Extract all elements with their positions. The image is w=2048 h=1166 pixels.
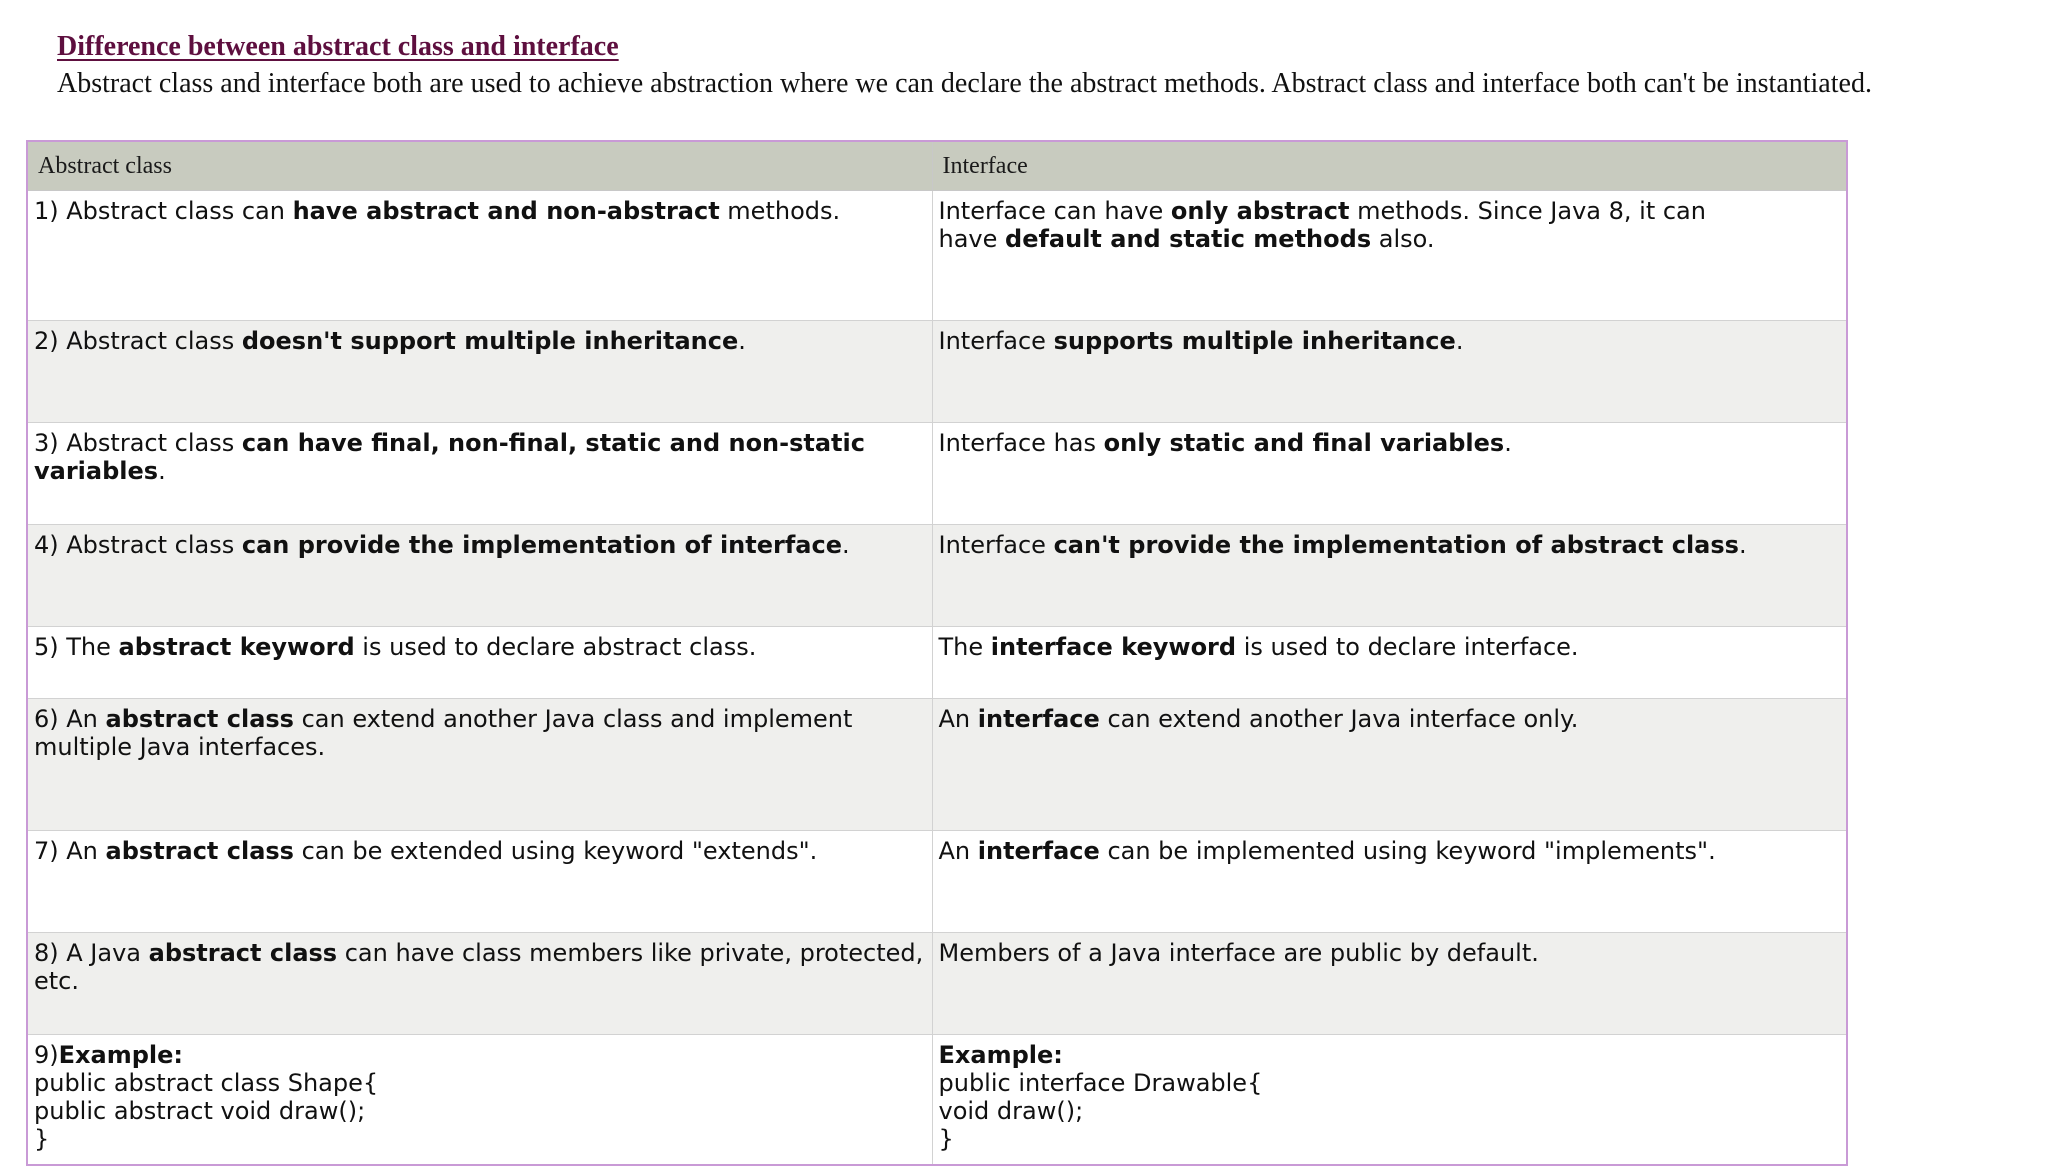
table-row: [27, 1035, 1847, 1165]
table-header-row: [27, 141, 1847, 191]
cell-line: [939, 837, 1841, 865]
code-line: public interface Drawable{: [938, 1069, 1263, 1097]
cell-bold-text: Example:: [938, 1041, 1063, 1069]
interface-cell: [932, 191, 1847, 321]
cell-text: An: [938, 837, 978, 865]
cell-text: 9): [34, 1041, 59, 1069]
cell-bold-text: can provide the implementation of interface: [241, 531, 842, 559]
cell-bold-text: abstract class: [105, 837, 294, 865]
cell-bold-text: interface keyword: [990, 633, 1237, 661]
cell-text: Interface has: [938, 429, 1104, 457]
page-heading: Difference between abstract class and interface: [57, 31, 619, 62]
cell-bold-text: interface: [977, 837, 1100, 865]
table-row: [27, 423, 1847, 525]
table-row: [27, 831, 1847, 933]
code-line: public abstract class Shape{: [34, 1069, 379, 1097]
cell-line: [34, 939, 926, 967]
cell-text: can extend another Java interface only.: [1099, 705, 1579, 733]
cell-line: [34, 429, 926, 457]
cell-line: [34, 705, 926, 733]
cell-bold-text: abstract class: [148, 939, 338, 967]
cell-text: The: [938, 633, 991, 661]
cell-line: [939, 531, 1841, 559]
cell-text: 2) Abstract class: [34, 327, 242, 355]
cell-bold-text: can't provide the implementation of abstract class: [1053, 531, 1739, 559]
cell-line: [34, 197, 926, 225]
table-row: [27, 191, 1847, 321]
cell-bold-text: only abstract: [1170, 197, 1350, 225]
table-row: [27, 699, 1847, 831]
cell-text: can be implemented using keyword "implements".: [1099, 837, 1716, 865]
cell-text: can have class members like private, protected,: [337, 939, 924, 967]
cell-line: [34, 327, 926, 355]
interface-cell: [932, 699, 1847, 831]
cell-text: is used to declare abstract class.: [354, 633, 757, 661]
cell-text: 7) An: [34, 837, 106, 865]
table-row: [27, 525, 1847, 627]
table-row: [27, 627, 1847, 699]
cell-text: 4) Abstract class: [34, 531, 242, 559]
intro-paragraph: Abstract class and interface both are used to achieve abstraction where we can declare the abstract methods. Abstract class and interface both can't be instantiated.: [57, 68, 1872, 99]
cell-text: also.: [1371, 225, 1435, 253]
cell-text: .: [1738, 531, 1747, 559]
cell-bold-text: abstract class: [105, 705, 294, 733]
cell-bold-text: variables: [34, 457, 159, 485]
cell-line: [939, 633, 1841, 661]
cell-text: can be extended using keyword "extends".: [293, 837, 818, 865]
interface-cell: [932, 423, 1847, 525]
abstract-class-cell: [27, 831, 932, 933]
cell-text: can extend another Java class and implement: [293, 705, 853, 733]
cell-bold-text: Example:: [58, 1041, 183, 1069]
cell-line: [34, 1041, 926, 1069]
header-abstract-class: Abstract class: [27, 141, 932, 191]
cell-line: [34, 967, 926, 995]
interface-cell: [932, 321, 1847, 423]
cell-line: [34, 633, 926, 661]
cell-text: etc.: [34, 967, 79, 995]
cell-text: methods.: [719, 197, 841, 225]
cell-bold-text: abstract keyword: [118, 633, 355, 661]
cell-text: have: [938, 225, 1006, 253]
code-line: }: [34, 1125, 50, 1153]
cell-text: Interface: [938, 531, 1054, 559]
cell-bold-text: supports multiple inheritance: [1053, 327, 1456, 355]
abstract-class-cell: [27, 191, 932, 321]
cell-text: Interface can have: [938, 197, 1171, 225]
cell-bold-text: default and static methods: [1005, 225, 1372, 253]
interface-cell: [932, 525, 1847, 627]
abstract-class-cell: [27, 1035, 932, 1165]
header-interface: Interface: [932, 141, 1847, 191]
cell-text: .: [738, 327, 746, 355]
abstract-class-cell: [27, 933, 932, 1035]
cell-text: is used to declare interface.: [1236, 633, 1579, 661]
cell-bold-text: doesn't support multiple inheritance: [241, 327, 739, 355]
cell-text: An: [938, 705, 978, 733]
cell-text: methods. Since Java 8, it can: [1349, 197, 1706, 225]
cell-line: [939, 1041, 1841, 1069]
abstract-class-cell: [27, 321, 932, 423]
cell-line: [34, 531, 926, 559]
cell-text: .: [158, 457, 166, 485]
cell-line: [939, 429, 1841, 457]
cell-text: .: [1504, 429, 1512, 457]
interface-cell: [932, 831, 1847, 933]
comparison-table: [26, 140, 1848, 1166]
cell-bold-text: interface: [977, 705, 1100, 733]
interface-cell: [932, 1035, 1847, 1165]
cell-bold-text: have abstract and non-abstract: [292, 197, 720, 225]
cell-text: .: [842, 531, 850, 559]
table-row: [27, 933, 1847, 1035]
cell-line: [939, 705, 1841, 733]
cell-text: 3) Abstract class: [34, 429, 242, 457]
cell-text: Members of a Java interface are public by default.: [938, 939, 1539, 967]
cell-line: [34, 733, 926, 761]
code-line: public abstract void draw();: [34, 1097, 366, 1125]
cell-line: [939, 197, 1841, 225]
cell-line: [34, 457, 926, 485]
cell-text: 6) An: [34, 705, 106, 733]
cell-bold-text: only static and final variables: [1103, 429, 1505, 457]
code-line: }: [938, 1125, 954, 1153]
cell-bold-text: can have final, non-final, static and non-static: [241, 429, 865, 457]
abstract-class-cell: [27, 627, 932, 699]
interface-cell: [932, 933, 1847, 1035]
cell-text: 1) Abstract class can: [34, 197, 293, 225]
cell-text: multiple Java interfaces.: [34, 733, 326, 761]
table-row: [27, 321, 1847, 423]
abstract-class-cell: [27, 525, 932, 627]
cell-text: 5) The: [34, 633, 119, 661]
interface-cell: [932, 627, 1847, 699]
abstract-class-cell: [27, 423, 932, 525]
abstract-class-cell: [27, 699, 932, 831]
cell-text: 8) A Java: [34, 939, 149, 967]
cell-line: [34, 837, 926, 865]
cell-line: [939, 225, 1841, 253]
cell-line: [939, 939, 1841, 967]
cell-line: [939, 327, 1841, 355]
cell-text: Interface: [938, 327, 1054, 355]
code-line: void draw();: [938, 1097, 1084, 1125]
cell-text: .: [1455, 327, 1464, 355]
